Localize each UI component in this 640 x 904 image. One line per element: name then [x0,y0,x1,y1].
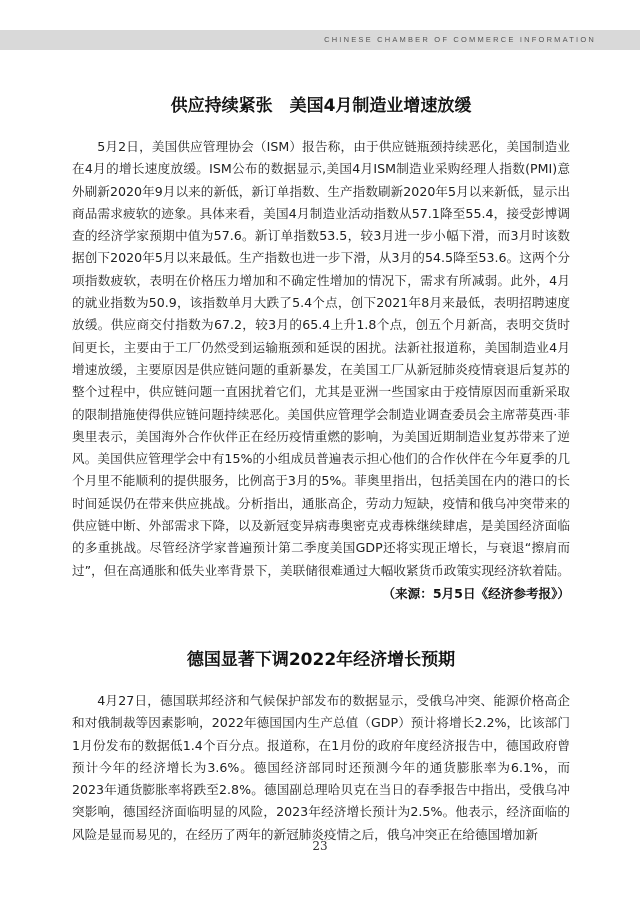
article-source: （来源：5月5日《经济参考报》） [382,585,570,601]
article-title: 德国显著下调2022年经济增长预期 [186,650,456,670]
article-body: 5月2日，美国供应管理协会（ISM）报告称，由于供应链瓶颈持续恶化，美国制造业在4月的增长速度放缓。ISM公布的数据显示,美国4月ISM制造业采购经理人指数(PMI)意外刷新2020年9月以来的新低，新订单指数、生产指数刷新2020年5月以来新低，显示出商品需求疲软的迹象。具体来看，美国4月制造业活动指数从57.1降至55.4，接受彭博调查的经济学家预期中值为57.6。新订单指数53.5，较3月进一步小幅下滑，而3月时该数据创下2020年5月以来最低。生产指数也进一步下滑，从3月的54.5降至53.6。这两个分项指数疲软，表明在价格压力增加和不确定性增加的情况下，需求有所减弱。此外，4月的就业指数为50.9，该指数单月大跌了5.4个点，创下2021年8月来最低，表明招聘速度放缓。供应商交付指数为67.2，较3月的65.4上升1.8个点，创五个月新高，表明交货时间更长，主要由于工厂仍然受到运输瓶颈和延误的困扰。法新社报道称，美国制造业4月增速放缓，主要原因是供应链问题的重新暴发，在美国工厂从新冠肺炎疫情衰退后复苏的整个过程中，供应链问题一直困扰着它们，尤其是亚洲一些国家由于疫情原因而重新采取的限制措施使得供应链问题持续恶化。美国供应管理学会制造业调查委员会主席蒂莫西·菲奥里表示，美国海外合作伙伴正在经历疫情重燃的影响，为美国近期制造业复苏带来了逆风。美国供应管理学会中有15%的小组成员普遍表示担心他们的合作伙伴在今年夏季的几个月里不能顺利的提供服务，比例高于3月的5%。菲奥里指出，包括美国在内的港口的长时间延误仍在带来供应挑战。分析指出，通胀高企，劳动力短缺，疫情和俄乌冲突带来的供应链中断、外部需求下降，以及新冠变异病毒奥密克戎毒株继续肆虐，是美国经济面临的多重挑战。尽管经济学家普遍预计第二季度美国GDP还将实现正增长，与衰退“擦肩而过”，但在高通胀和低失业率背景下，美联储很难通过大幅收紧货币政策实现经济软着陆。 [72,139,570,578]
article-title: 供应持续紧张 美国4月制造业增速放缓 [170,96,472,116]
article-usa-manufacturing [72,94,570,605]
page-number: 23 [312,839,328,853]
article-body: 4月27日，德国联邦经济和气候保护部发布的数据显示，受俄乌冲突、能源价格高企和对俄制裁等因素影响，2022年德国国内生产总值（GDP）预计将增长2.2%，比该部门1月份发布的数据低1.4个百分点。报道称，在1月份的政府年度经济报告中，德国政府曾预计今年的经济增长为3.6%。德国经济部同时还预测今年的通货膨胀率为6.1%，而2023年通货膨胀率将跌至2.8%。德国副总理哈贝克在当日的春季报告中指出，受俄乌冲突影响，德国经济面临明显的风险，2023年经济增长预计为2.5%。他表示，经济面临的风险是显而易见的，在经历了两年的新冠肺炎疫情之后，俄乌冲突正在给德国增加新 [72,693,570,842]
header-title: CHINESE CHAMBER OF COMMERCE INFORMATION [324,35,596,44]
article-germany-growth [72,648,570,846]
